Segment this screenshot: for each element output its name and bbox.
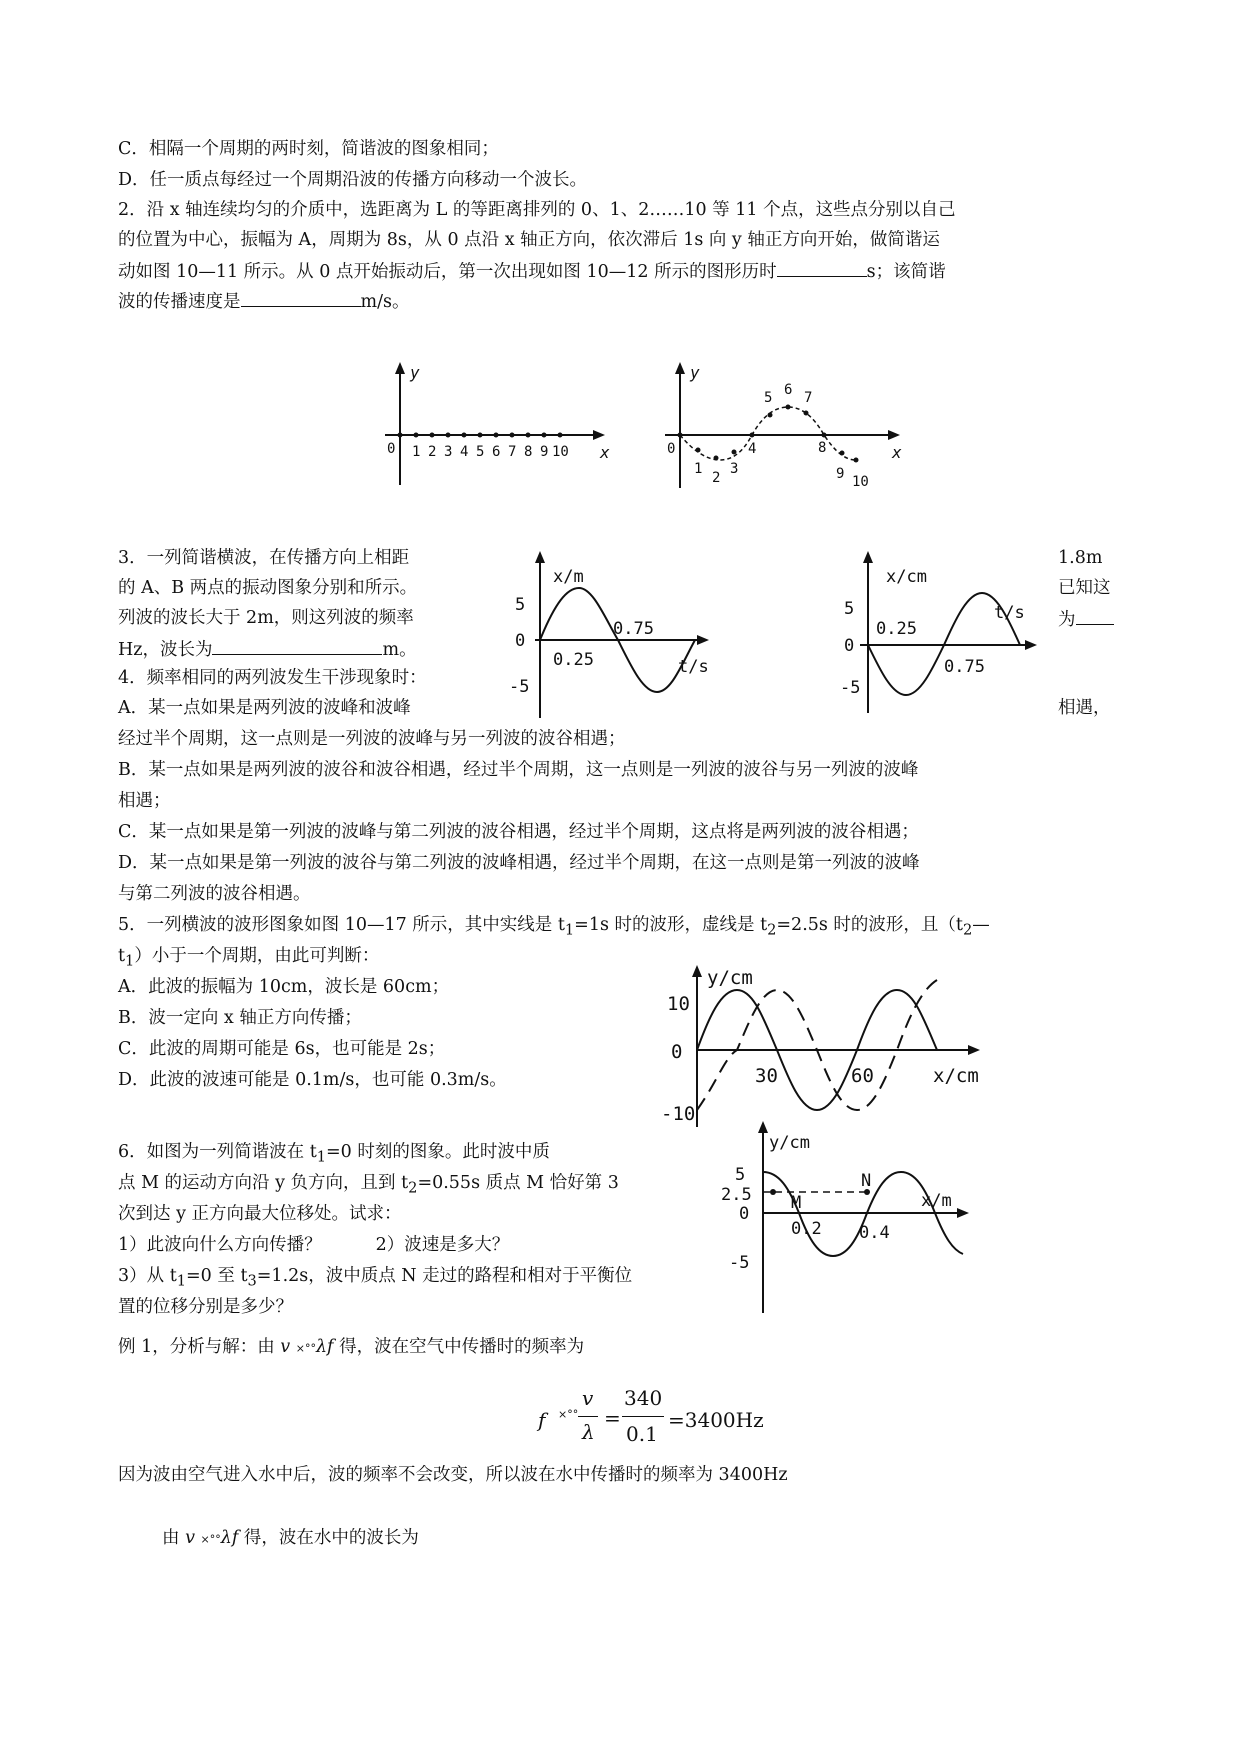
- x-tick-label: 0.2: [791, 1219, 822, 1239]
- q2-line-2: 的位置为中心，振幅为 A，周期为 8s，从 0 点沿 x 轴正方向，依次滞后 1s 向 y 轴正方向开始，做简谐运: [118, 230, 940, 250]
- y-tick-label: 0: [515, 631, 526, 651]
- q1-option-d: D．任一质点每经过一个周期沿波的传播方向移动一个波长。: [118, 170, 588, 190]
- q3-line-2-right: 已知这: [1058, 578, 1111, 598]
- answer-blank[interactable]: [1076, 606, 1114, 625]
- y-axis-label: y/cm: [707, 967, 753, 989]
- y-tick-label: -10: [661, 1103, 696, 1125]
- tick-label: 10: [552, 444, 569, 460]
- q1-option-c: C．相隔一个周期的两时刻，简谐波的图象相同；: [118, 139, 499, 159]
- tick-label: 9: [540, 444, 549, 460]
- figure-vibration-a: [495, 548, 725, 723]
- q2-line-4: 波的传播速度是 m/s。: [118, 288, 409, 314]
- x-tick-label: 0.4: [859, 1223, 890, 1243]
- y-axis-label: x/cm: [886, 567, 927, 587]
- q2-line-3: 动如图 10—11 所示。从 0 点开始振动后，第一次出现如图 10—12 所示的图形历时 s；该简谐: [118, 258, 946, 284]
- q5-option-b: B．波一定向 x 轴正方向传播；: [118, 1008, 362, 1028]
- x-axis-label: t/s: [994, 603, 1025, 623]
- q6-line-4: 1）此波向什么方向传播？ 2）波速是多大？: [118, 1235, 510, 1255]
- point-label: 3: [730, 461, 739, 477]
- q6-line-3: 次到达 y 正方向最大位移处。试求：: [118, 1204, 402, 1224]
- x-axis-label: x: [892, 443, 902, 462]
- x-tick-label: 30: [755, 1065, 778, 1087]
- x-tick-label: 0.25: [876, 619, 917, 639]
- y-tick-label: 5: [735, 1165, 746, 1185]
- tick-label: 1: [412, 444, 421, 460]
- figure-q6-wave: [715, 1118, 980, 1318]
- point-m-label: M: [791, 1193, 802, 1213]
- point-label: 10: [852, 474, 869, 490]
- figure-10-11: [380, 360, 620, 490]
- q5-option-d: D．此波的波速可能是 0.1m/s，也可能 0.3m/s。: [118, 1070, 507, 1090]
- tick-label: 3: [444, 444, 453, 460]
- tick-label: 7: [508, 444, 517, 460]
- q3-line-1: 3．一列简谐横波，在传播方向上相距: [118, 548, 410, 568]
- y-tick-label: -5: [509, 677, 530, 697]
- x-tick-label: 60: [851, 1065, 874, 1087]
- q3-line-3: 列波的波长大于 2m，则这列波的频率: [118, 608, 414, 628]
- q6-line-6: 置的位移分别是多少？: [118, 1297, 293, 1317]
- q3-line-4: Hz，波长为 m。: [118, 636, 417, 662]
- point-n-label: N: [861, 1171, 872, 1191]
- y-tick-label: 0: [671, 1041, 683, 1063]
- point-label: 6: [784, 382, 793, 398]
- q5-option-a: A．此波的振幅为 10cm，波长是 60cm；: [118, 977, 450, 997]
- point-label: 7: [804, 390, 813, 406]
- answer-blank[interactable]: [241, 288, 361, 307]
- q4-option-b-cont: 相遇；: [118, 791, 171, 811]
- q5-option-c: C．此波的周期可能是 6s，也可能是 2s；: [118, 1039, 446, 1059]
- x-axis-label: t/s: [678, 657, 709, 677]
- q5-line-1: 5．一列横波的波形图象如图 10—17 所示，其中实线是 $t_1=1s$ 时的波形，虚线是 $t_2=2.5s$ 时的波形，且（$t_2—$: [118, 915, 990, 939]
- y-axis-label: y: [410, 363, 420, 382]
- q6-line-2: 点 M 的运动方向沿 y 负方向，且到 $t_2=0.55s$ 质点 M 恰好第 3: [118, 1173, 619, 1197]
- point-label: 8: [818, 440, 827, 456]
- tick-label: 8: [524, 444, 533, 460]
- q4-option-b: B．某一点如果是两列波的波谷和波谷相遇，经过半个周期，这一点则是一列波的波谷与另一列波的波峰: [118, 760, 919, 780]
- frequency-formula: f ×°° v λ = 340 0.1 =3400Hz: [538, 1386, 764, 1446]
- q4-option-a-cont: 经过半个周期，这一点则是一列波的波峰与另一列波的波谷相遇；: [118, 729, 626, 749]
- y-axis-label: y: [690, 363, 700, 382]
- x-tick-label: 0.25: [553, 650, 594, 670]
- q6-line-1: 6．如图为一列简谐波在 $t_1=0$ 时刻的图象。此时波中质: [118, 1142, 550, 1166]
- q6-line-5: 3）从 $t_1=0$ 至 $t_3=1.2s$，波中质点 N 走过的路程和相对于平衡位: [118, 1266, 633, 1290]
- figure-vibration-b: [840, 548, 1045, 723]
- y-tick-label: 10: [667, 993, 690, 1015]
- q2-line-1: 2．沿 x 轴连续均匀的介质中，选距离为 L 的等距离排列的 0、1、2……10 等 11 个点，这些点分别以自己: [118, 200, 956, 220]
- point-label: 9: [836, 466, 845, 482]
- q3-line-2: 的 A、B 两点的振动图象分别和所示。: [118, 578, 418, 598]
- q4-option-c: C．某一点如果是第一列波的波峰与第二列波的波谷相遇，经过半个周期，这点将是两列波的波谷相遇；: [118, 822, 919, 842]
- q4-option-a-right: 相遇，: [1058, 698, 1111, 718]
- tick-label: 2: [428, 444, 437, 460]
- example-1-line-2: 因为波由空气进入水中后，波的频率不会改变，所以波在水中传播时的频率为 3400Hz: [118, 1465, 788, 1485]
- origin-label: 0: [387, 441, 396, 457]
- point-label: 5: [764, 390, 773, 406]
- q4-option-d-cont: 与第二列波的波谷相遇。: [118, 884, 311, 904]
- point-label: 2: [712, 470, 721, 486]
- point-label: 4: [748, 441, 757, 457]
- q3-line-1-right: 1.8m: [1058, 548, 1103, 568]
- x-axis-label: x/m: [921, 1191, 952, 1211]
- y-axis-label: x/m: [553, 567, 584, 587]
- y-tick-label: 0: [844, 636, 855, 656]
- y-tick-label: -5: [840, 678, 861, 698]
- tick-label: 6: [492, 444, 501, 460]
- q4-stem: 4．频率相同的两列波发生干涉现象时：: [118, 668, 427, 688]
- tick-label: 4: [460, 444, 469, 460]
- answer-blank[interactable]: [777, 258, 867, 277]
- example-1-line-3: 由 v ×°°λf 得，波在水中的波长为: [162, 1528, 419, 1548]
- x-axis-label: x: [600, 443, 610, 462]
- q3-line-3-right: 为: [1058, 606, 1114, 632]
- figure-10-17: [645, 962, 990, 1132]
- y-tick-label: 5: [515, 595, 526, 615]
- figure-10-12: [660, 360, 920, 500]
- y-axis-label: y/cm: [769, 1133, 810, 1153]
- q4-option-d: D．某一点如果是第一列波的波谷与第二列波的波峰相遇，经过半个周期，在这一点则是第一列波的波峰: [118, 853, 920, 873]
- q5-line-2: $t_1$）小于一个周期，由此可判断：: [118, 946, 380, 970]
- answer-blank[interactable]: [212, 636, 382, 655]
- q4-option-a: A．某一点如果是两列波的波峰和波峰: [118, 698, 411, 718]
- x-tick-label: 0.75: [944, 657, 985, 677]
- origin-label: 0: [667, 441, 676, 457]
- y-tick-label: 5: [844, 599, 855, 619]
- y-tick-label: 2.5: [721, 1185, 752, 1205]
- y-tick-label: -5: [729, 1253, 750, 1273]
- tick-label: 5: [476, 444, 485, 460]
- point-label: 1: [694, 461, 703, 477]
- example-1-line-1: 例 1，分析与解：由 v ×°°λf 得，波在空气中传播时的频率为: [118, 1337, 585, 1357]
- y-tick-label: 0: [739, 1204, 750, 1224]
- x-tick-label: 0.75: [613, 619, 654, 639]
- x-axis-label: x/cm: [933, 1065, 979, 1087]
